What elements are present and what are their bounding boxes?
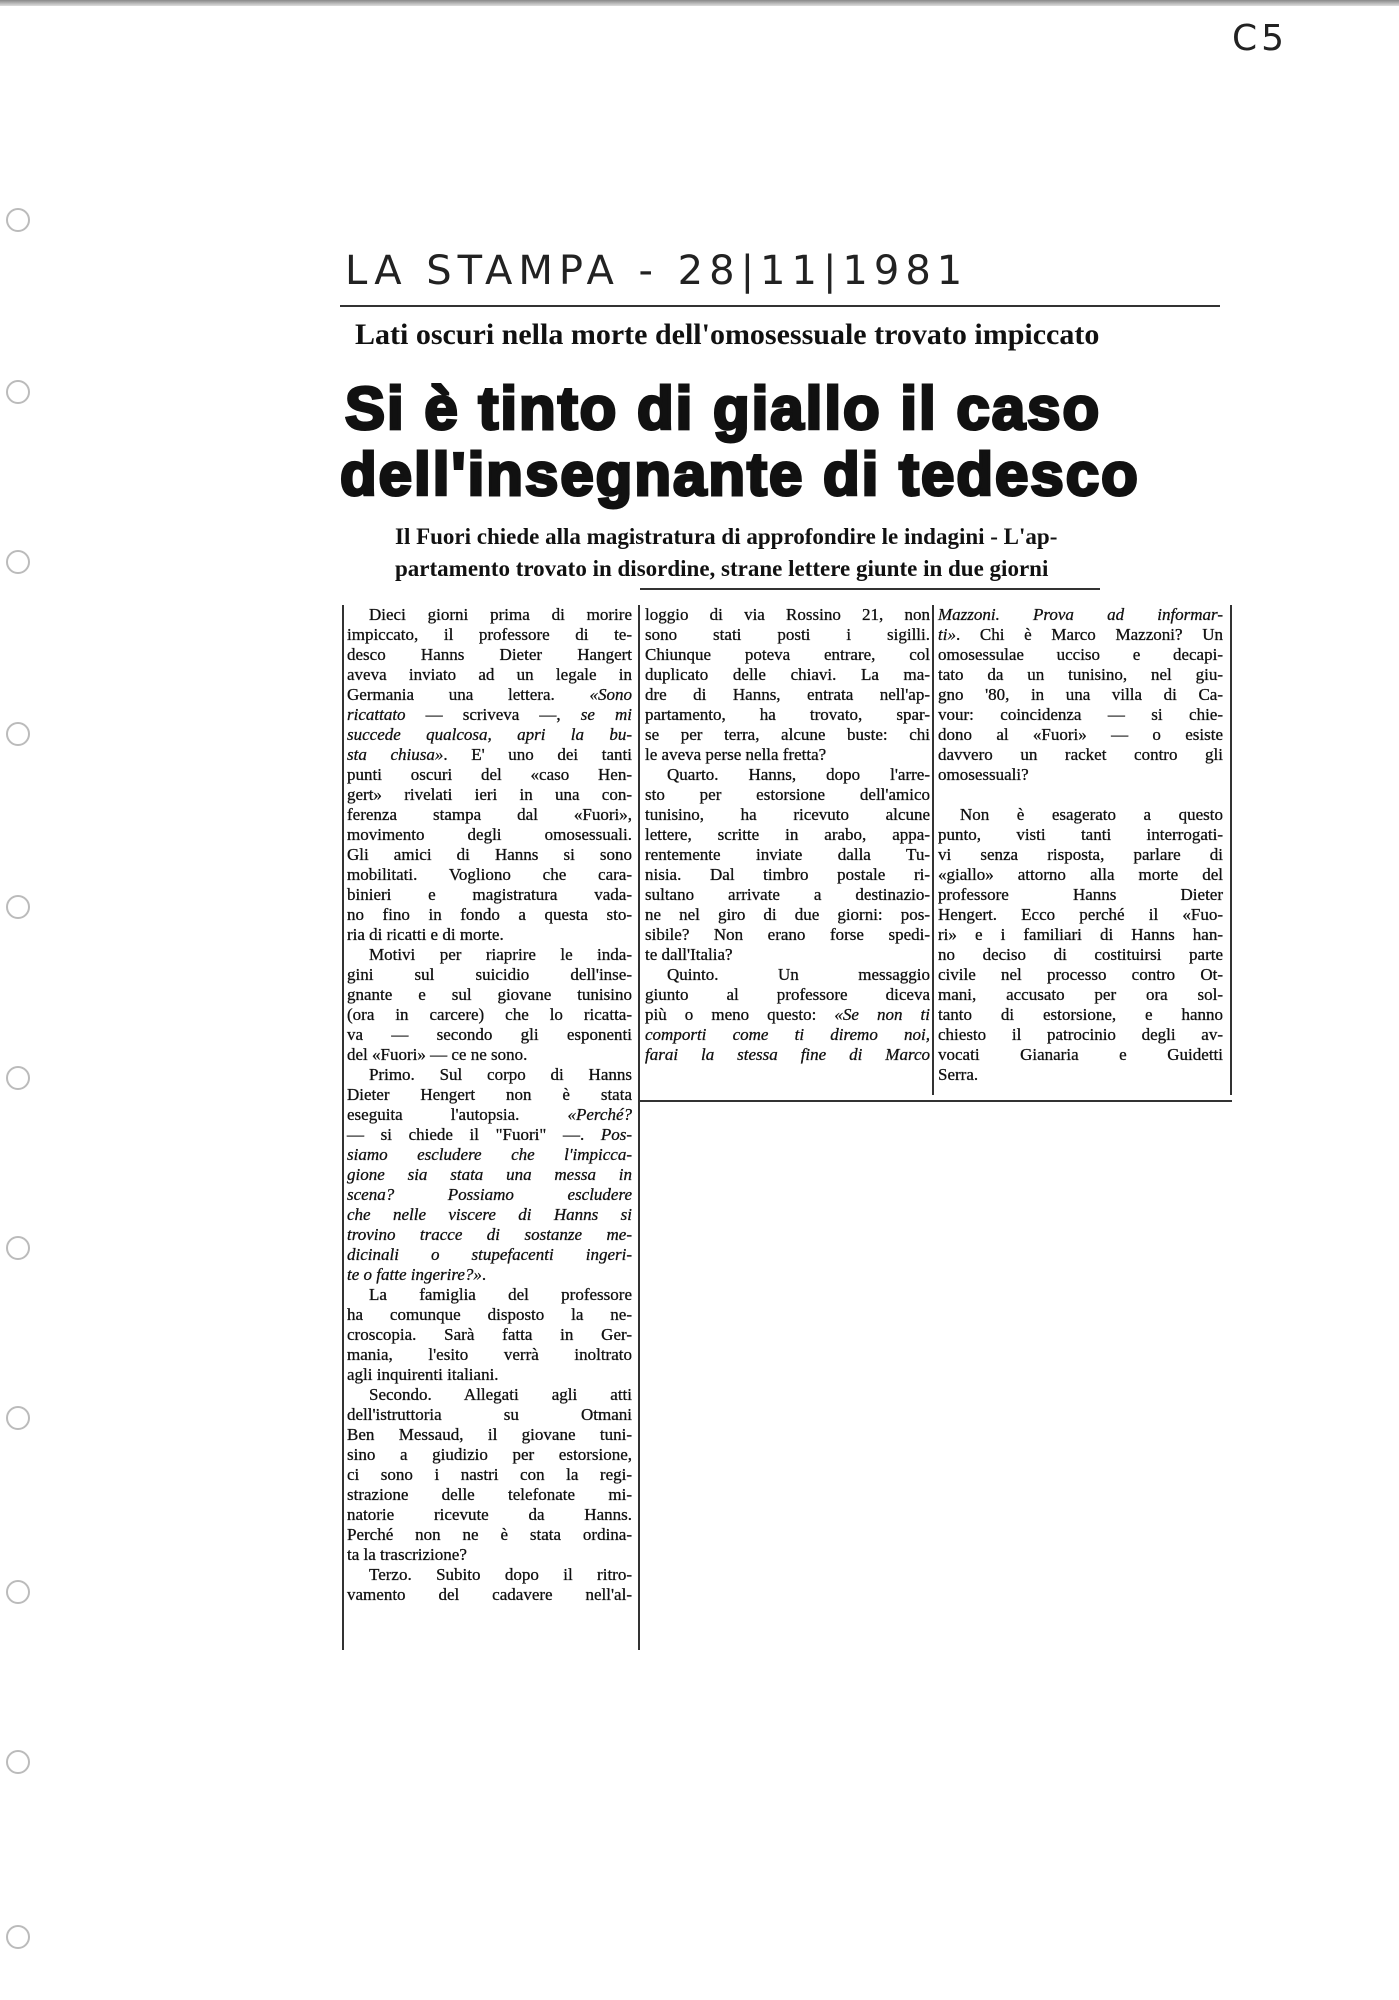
text: impiccato, il professore di te- [347, 625, 632, 644]
text: «giallo» attorno alla morte del [938, 865, 1223, 884]
text: professore Hanns Dieter [938, 885, 1223, 904]
text-line [645, 785, 930, 805]
deck-line-1: Il Fuori chiede alla magistratura di approfondire le indagini - L'ap- [395, 524, 1058, 549]
text-line [347, 1185, 632, 1205]
italic-text: siamo escludere che l'impicca- [347, 1145, 632, 1164]
text: . E' uno dei tanti [443, 745, 632, 764]
text: Motivi per riaprire le inda- [369, 945, 632, 964]
text-line [347, 1305, 632, 1325]
text: più o meno questo: [645, 1005, 835, 1024]
text-line [938, 745, 1223, 765]
paragraph [645, 765, 930, 965]
text-line [645, 865, 930, 885]
text: binieri e magistratura vada- [347, 885, 632, 904]
text: La famiglia del professore [369, 1285, 632, 1304]
text: partamento, ha trovato, spar- [645, 705, 930, 724]
text-line [645, 965, 930, 985]
text: duplicato delle chiavi. La ma- [645, 665, 930, 684]
text-line [347, 825, 632, 845]
text-line [347, 1025, 632, 1045]
text: Germania una lettera. [347, 685, 590, 704]
text-line [645, 825, 930, 845]
text: ri» e i familiari di Hanns han- [938, 925, 1223, 944]
text: le aveva perse nella fretta? [645, 745, 827, 764]
text-line [347, 1145, 632, 1165]
text: se per terra, alcune buste: chi [645, 725, 930, 744]
text: giunto al professore diceva [645, 985, 930, 1004]
text-line [645, 945, 930, 965]
column-rule [932, 605, 934, 1095]
text: . Chi è Marco Mazzoni? Un [955, 625, 1223, 644]
text: croscopia. Sarà fatta in Ger- [347, 1325, 632, 1344]
text: Terzo. Subito dopo il ritro- [369, 1565, 632, 1584]
text-line [347, 1245, 632, 1265]
text: dono al «Fuori» — o esiste [938, 725, 1223, 744]
text: tanto di estorsione, e hanno [938, 1005, 1223, 1024]
text: eseguita l'autopsia. [347, 1105, 568, 1124]
text: sto per estorsione dell'amico [645, 785, 930, 804]
text: punti oscuri del «caso Hen- [347, 765, 632, 784]
text: lettere, scritte in arabo, appa- [645, 825, 930, 844]
text-line [347, 1485, 632, 1505]
text-line [347, 745, 632, 765]
text: Dieter Hengert non è stata [347, 1085, 632, 1104]
text: omosessuali? [938, 765, 1029, 784]
text: vocati Gianaria e Guidetti [938, 1045, 1223, 1064]
text-line [347, 1525, 632, 1545]
text-line [347, 905, 632, 925]
paragraph [347, 1285, 632, 1385]
text-line [938, 945, 1223, 965]
text-line [347, 1265, 632, 1285]
text: — si chiede il "Fuori" —. [347, 1125, 601, 1144]
text-line [645, 1045, 930, 1065]
text-line [645, 705, 930, 725]
text: sono stati posti i sigilli. [645, 625, 930, 644]
text: mobilitati. Vogliono che cara- [347, 865, 632, 884]
scan-top-edge [0, 0, 1399, 6]
text-line [938, 805, 1223, 825]
text-line [347, 865, 632, 885]
article-column-3 [938, 605, 1223, 1085]
text-line [347, 1385, 632, 1405]
text: nisia. Dal timbro postale ri- [645, 865, 930, 884]
italic-text: te o fatte ingerire?» [347, 1265, 482, 1284]
text-line [938, 605, 1223, 625]
binder-hole [6, 550, 30, 574]
text-line [938, 725, 1223, 745]
text: natorie ricevute da Hanns. [347, 1505, 632, 1524]
column-rule [342, 605, 344, 1650]
text-line [645, 845, 930, 865]
text-line [938, 765, 1223, 785]
text-line [347, 1465, 632, 1485]
italic-text: se mi [580, 705, 632, 724]
column-rule [638, 605, 640, 1650]
binder-hole [6, 1066, 30, 1090]
paragraph [347, 1565, 632, 1605]
article-column-2 [645, 605, 930, 1065]
text: gini sul suicidio dell'inse- [347, 965, 632, 984]
text-line [347, 765, 632, 785]
binder-hole [6, 1236, 30, 1260]
column-rule [1230, 605, 1232, 1095]
paragraph [645, 605, 930, 765]
italic-text: succede qualcosa, apri la bu- [347, 725, 632, 744]
text-line [347, 1505, 632, 1525]
text-line [938, 905, 1223, 925]
text-line [347, 645, 632, 665]
text: Secondo. Allegati agli atti [369, 1385, 632, 1404]
italic-text: Mazzoni. Prova ad informar- [938, 605, 1223, 624]
text-line [347, 705, 632, 725]
text: vamento del cadavere nell'al- [347, 1585, 632, 1604]
text-line [938, 1005, 1223, 1025]
text: . [481, 1265, 487, 1284]
paragraph [347, 605, 632, 945]
italic-text: ricattato [347, 705, 406, 724]
binder-hole [6, 1925, 30, 1949]
text: loggio di via Rossino 21, non [645, 605, 930, 624]
text-line [645, 745, 930, 765]
text-line [347, 1285, 632, 1305]
text: no deciso di costituirsi parte [938, 945, 1223, 964]
text-line [347, 685, 632, 705]
paragraph [938, 605, 1223, 785]
text: sino a giudizio per estorsione, [347, 1445, 632, 1464]
text: vour: coincidenza — si chie- [938, 705, 1223, 724]
text-line [938, 705, 1223, 725]
text: Quarto. Hanns, dopo l'arre- [667, 765, 930, 784]
text-line [645, 905, 930, 925]
text: civile nel processo contro Ot- [938, 965, 1223, 984]
text: gert» rivelati ieri in una con- [347, 785, 632, 804]
text-line [347, 845, 632, 865]
text: Ben Messaud, il giovane tuni- [347, 1425, 632, 1444]
text-line [938, 925, 1223, 945]
paragraph [645, 965, 930, 1065]
italic-text: trovino tracce di sostanze me- [347, 1225, 632, 1244]
binder-hole [6, 895, 30, 919]
text: omosessulae ucciso e decapi- [938, 645, 1223, 664]
text-line [938, 625, 1223, 645]
text-line [645, 1005, 930, 1025]
text: mani, accusato per ora sol- [938, 985, 1223, 1004]
text: ha comunque disposto la ne- [347, 1305, 632, 1324]
text-line [347, 1325, 632, 1345]
text-line [645, 765, 930, 785]
text: sibile? Non erano forse spedi- [645, 925, 930, 944]
italic-text: che nelle viscere di Hanns si [347, 1205, 632, 1224]
text: punto, visti tanti interrogati- [938, 825, 1223, 844]
text-line [347, 985, 632, 1005]
text-line [347, 1165, 632, 1185]
text-line [347, 1205, 632, 1225]
text: del «Fuori» — ce ne sono. [347, 1045, 528, 1064]
paragraph [347, 1065, 632, 1285]
text: dre di Hanns, entrata nell'ap- [645, 685, 930, 704]
italic-text: ti» [938, 625, 956, 644]
text-line [347, 1045, 632, 1065]
headline-line-1: Si è tinto di giallo il caso [345, 375, 1102, 442]
text: Serra. [938, 1065, 979, 1084]
text-line [347, 625, 632, 645]
text-line [645, 685, 930, 705]
text: ne nel giro di due giorni: pos- [645, 905, 930, 924]
text: (ora in carcere) che lo ricatta- [347, 1005, 632, 1024]
text-line [938, 965, 1223, 985]
text-line [938, 665, 1223, 685]
divider [640, 588, 1100, 590]
text-line [645, 985, 930, 1005]
text-line [347, 1545, 632, 1565]
text-line [347, 945, 632, 965]
text-line [938, 1065, 1223, 1085]
text-line [347, 1085, 632, 1105]
text-line [645, 725, 930, 745]
kicker: Lati oscuri nella morte dell'omosessuale trovato impiccato [355, 318, 1100, 351]
text: gno '80, in una villa di Ca- [938, 685, 1223, 704]
text-line [938, 825, 1223, 845]
text-line [938, 865, 1223, 885]
text-line [347, 725, 632, 745]
text: mania, l'esito verrà inoltrato [347, 1345, 632, 1364]
text: Non è esagerato a questo [960, 805, 1223, 824]
binder-hole [6, 380, 30, 404]
italic-text: «Se non ti [834, 1005, 930, 1024]
text-line [347, 1365, 632, 1385]
text-line [938, 685, 1223, 705]
text-line [347, 1585, 632, 1605]
binder-hole [6, 722, 30, 746]
text: aveva inviato ad un legale in [347, 665, 632, 684]
text: ta la trascrizione? [347, 1545, 467, 1564]
text-line [347, 1125, 632, 1145]
text: tato da un tunisino, nel giu- [938, 665, 1223, 684]
text-line [645, 605, 930, 625]
text: Perché non ne è stata ordina- [347, 1525, 632, 1544]
text: Dieci giorni prima di morire [369, 605, 632, 624]
binder-hole [6, 1406, 30, 1430]
divider [340, 305, 1220, 307]
italic-text: scena? Possiamo escludere [347, 1185, 632, 1204]
italic-text: comporti come ti diremo noi, [645, 1025, 930, 1044]
text: gnante e sul giovane tunisino [347, 985, 632, 1004]
deck-line-2: partamento trovato in disordine, strane lettere giunte in due giorni [395, 556, 1049, 581]
text-line [347, 605, 632, 625]
text: ferenza stampa dal «Fuori», [347, 805, 632, 824]
text-line [645, 885, 930, 905]
text: ria di ricatti e di morte. [347, 925, 504, 944]
text-line [938, 645, 1223, 665]
italic-text: gione sia stata una messa in [347, 1165, 632, 1184]
text: tunisino, ha ricevuto alcune [645, 805, 930, 824]
text: no fino in fondo a questa sto- [347, 905, 632, 924]
text: Chiunque poteva entrare, col [645, 645, 930, 664]
page-mark-handwritten: C5 [1232, 18, 1289, 59]
italic-text: sta chiusa» [347, 745, 444, 764]
text-line [938, 885, 1223, 905]
text-line [347, 1345, 632, 1365]
binder-hole [6, 208, 30, 232]
text-line [645, 645, 930, 665]
text: vi senza risposta, parlare di [938, 845, 1223, 864]
text: movimento degli omosessuali. [347, 825, 632, 844]
text: rentemente inviate dalla Tu- [645, 845, 930, 864]
text: davvero un racket contro gli [938, 745, 1223, 764]
text-line [938, 845, 1223, 865]
text-line [347, 925, 632, 945]
text: agli inquirenti italiani. [347, 1365, 499, 1384]
italic-text: «Perché? [567, 1105, 632, 1124]
text-line [938, 985, 1223, 1005]
text: strazione delle telefonate mi- [347, 1485, 632, 1504]
text-line [347, 665, 632, 685]
text-line [645, 1025, 930, 1045]
text-line [347, 1405, 632, 1425]
text-line [645, 625, 930, 645]
text: desco Hanns Dieter Hangert [347, 645, 632, 664]
text-line [347, 1005, 632, 1025]
text: chiesto il patrocinio degli av- [938, 1025, 1223, 1044]
italic-text: Pos- [600, 1125, 632, 1144]
text-line [347, 805, 632, 825]
text-line [347, 785, 632, 805]
text: sultano arrivate a destinazio- [645, 885, 930, 904]
text-line [938, 1025, 1223, 1045]
paragraph [347, 1385, 632, 1565]
column-bottom-rule [640, 1100, 1232, 1102]
text: Hengert. Ecco perché il «Fuo- [938, 905, 1223, 924]
binder-hole [6, 1580, 30, 1604]
text-line [347, 1225, 632, 1245]
article-column-1 [347, 605, 632, 1605]
text: dell'istruttoria su Otmani [347, 1405, 632, 1424]
text-line [347, 965, 632, 985]
text-line [347, 1425, 632, 1445]
italic-text: dicinali o stupefacenti ingeri- [347, 1245, 632, 1264]
text-line [645, 665, 930, 685]
paragraph [347, 945, 632, 1065]
text-line [347, 1445, 632, 1465]
text: va — secondo gli esponenti [347, 1025, 632, 1044]
paragraph [938, 805, 1223, 1085]
text-line [347, 885, 632, 905]
text: Quinto. Un messaggio [667, 965, 930, 984]
text-line [645, 925, 930, 945]
text: Gli amici di Hanns si sono [347, 845, 632, 864]
text: Primo. Sul corpo di Hanns [369, 1065, 632, 1084]
text: te dall'Italia? [645, 945, 733, 964]
text-line [645, 805, 930, 825]
source-note-handwritten: LA STAMPA - 28|11|1981 [345, 248, 969, 294]
italic-text: «Sono [589, 685, 632, 704]
text-line [347, 1105, 632, 1125]
text-line [347, 1065, 632, 1085]
headline-line-2: dell'insegnante di tedesco [340, 441, 1140, 508]
text-line [938, 1045, 1223, 1065]
text-line [347, 1565, 632, 1585]
binder-hole [6, 1750, 30, 1774]
italic-text: farai la stessa fine di Marco [645, 1045, 930, 1064]
text: — scriveva —, [405, 705, 581, 724]
text: ci sono i nastri con la regi- [347, 1465, 632, 1484]
